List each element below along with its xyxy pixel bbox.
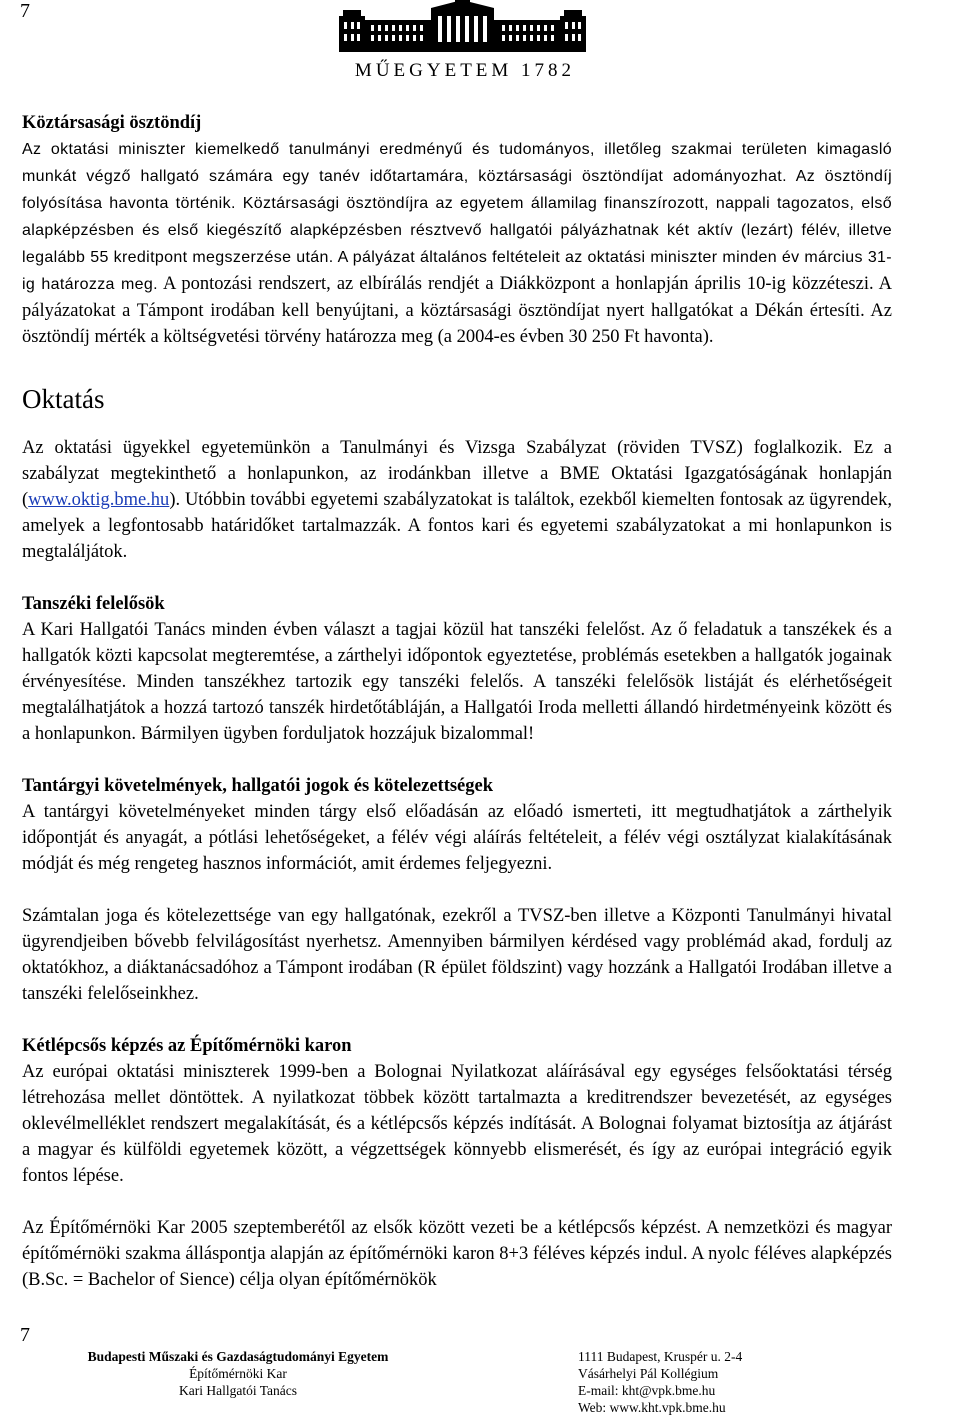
heading-oktatas: Oktatás — [22, 384, 105, 414]
paragraph-koztarsasagi — [22, 136, 892, 350]
paragraph-tanszeki: A Kari Hallgatói Tanács minden évben választ a tagjai közül hat tanszéki felelőst. Az ő feladatuk a tanszékek és a hallgatók közti kapcsolat megteremtése, a zárthelyi időpontok egyeztetése, problémás esetekben a hallgatók jogainak érvényesítése. Minden tanszékhez tartozik egy tanszéki felelős. A tanszéki felelősök listáját és elérhetőségeit megtalálhatjátok a hozzá tartozó tanszék hirdetőtábláján, a Hallgatói Iroda melletti állandó hirdetményeink között és a honlapunkon. Bármilyen ügyben forduljatok hozzájuk bizalommal! — [22, 620, 892, 744]
footer-dormitory: Vásárhelyi Pál Kollégium — [578, 1366, 719, 1381]
footer-institution — [68, 1348, 408, 1399]
paragraph-oktatas-part2: ). Utóbbin további egyetemi szabályzatokat is találtok, ezekből kiemelten fontosak az ügyrendek, amelyek a legfontosabb határidőket tartalmazzák. A fontos kari és egyetemi szabályzatokat a mi honlapunkon is megtaláljátok. — [22, 490, 892, 562]
paragraph-koztarsasagi-part2: A pontozási rendszert, az elbírálás rendjét a Diákközpont a honlapján április 10-ig közzéteszi. A pályázatokat a Támpont irodában kell benyújtani, a köztársasági ösztöndíjat nyert hallgatókat a Dékán értesíti. Az ösztöndíj mérték a költségvetési törvény határozza meg (a 2004-es évben 30 250 Ft havonta). — [22, 274, 892, 347]
footer-university: Budapesti Műszaki és Gazdaságtudományi Egyetem — [87, 1349, 389, 1364]
page-number-footer: 7 — [20, 1324, 30, 1346]
paragraph-tantargyi-2: Számtalan joga és kötelezettsége van egy hallgatónak, ezekről a TVSZ-ben illetve a Központi Tanulmányi hivatal ügyrendjeiben bővebb felvilágosítást nyerhetsz. Amennyiben bármilyen kérdésed vagy problémád akad, fordulj az oktatókhoz, a diáktanácsadóhoz a Támpont irodában (R épület földszint) vagy hozzánk a Hallgatói Irodában illetve a tanszéki felelőseinkhez. — [22, 906, 892, 1004]
university-building-logo — [335, 0, 590, 54]
footer-contact — [578, 1348, 838, 1416]
paragraph-ketlepcsos-2: Az Építőmérnöki Kar 2005 szeptemberétől az elsők között vezeti be a kétlépcsős képzést. A nemzetközi és magyar építőmérnöki szakma álláspontja alapján az építőmérnöki karon 8+3 féléves képzés indul. A nyolc féléves alapképzés (B.Sc. = Bachelor of Sience) célja olyan építőmérnökök — [22, 1218, 892, 1290]
paragraph-koztarsasagi-part1: Az oktatási miniszter kiemelkedő tanulmányi eredményű és tudományos, illetőleg szakmai területen kimagasló munkát végző hallgató számára egy tanév időtartamára, köztársasági ösztöndíjat adományozhat. Az ösztöndíj folyósítása havonta történik. Köztársasági ösztöndíjra az egyetem államilag finanszírozott, nappali tagozatos, első alapképzésben és első kiegészítő alapképzésben résztvevő hallgatói pályázhatnak két aktív (lezárt) félév, illetve legalább 55 kreditpont megszerzése után. A pályázat általános feltételeit az oktatási miniszter minden év március 31-ig határozza meg. — [22, 141, 892, 293]
footer-faculty: Építőmérnöki Kar — [189, 1366, 287, 1381]
heading-tanszeki: Tanszéki felelősök — [22, 594, 165, 614]
page-number-top: 7 — [20, 0, 30, 22]
oktig-link[interactable]: www.oktig.bme.hu — [28, 490, 170, 510]
paragraph-oktatas-part1: Az oktatási ügyekkel egyetemünkön a Tanulmányi és Vizsga Szabályzat (röviden TVSZ) foglalkozik. Ez a szabályzat megtekinthető a honlapunkon, az irodánkban illetve a BME Oktatási Igazgatóságának honlapján ( — [22, 438, 892, 510]
main-content — [22, 110, 892, 1293]
paragraph-tantargyi-1: A tantárgyi követelményeket minden tárgy első előadásán az előadó ismerteti, itt megtudhatjátok a zárthelyik időpontját és anyagát, a pótlási lehetőségeket, a félév végi aláírás feltételeit, a félév végi osztályzat kialakításának módját és még rengeteg hasznos információt, amit érdemes feljegyezni. — [22, 802, 892, 874]
university-logo-text: MŰEGYETEM 1782 — [354, 60, 576, 81]
heading-koztarsasagi: Köztársasági ösztöndíj — [22, 113, 202, 133]
heading-tantargyi: Tantárgyi követelmények, hallgatói jogok és kötelezettségek — [22, 776, 494, 796]
footer-address: 1111 Budapest, Kruspér u. 2-4 — [578, 1349, 743, 1364]
footer-web: Web: www.kht.vpk.bme.hu — [578, 1400, 726, 1415]
paragraph-oktatas — [22, 435, 892, 565]
footer-council: Kari Hallgatói Tanács — [178, 1383, 297, 1398]
footer-email: E-mail: kht@vpk.bme.hu — [578, 1383, 716, 1398]
paragraph-ketlepcsos-1: Az európai oktatási miniszterek 1999-ben a Bolognai Nyilatkozat aláírásával egy egységes felsőoktatási térség létrehozása mellet döntöttek. A nyilatkozat többek között tartalmazta a kreditrendszer bevezetését, az egységes oklevélmelléklet rendszert megalakítását, és a kétlépcsős képzés indítását. A Bolognai folyamat biztosítja az átjárást a magyar és külföldi egyetemek között, a végzettségek könnyebb elismerését, és így az európai integráció egyik fontos lépése. — [22, 1062, 892, 1186]
heading-ketlepcsos: Kétlépcsős képzés az Építőmérnöki karon — [22, 1036, 352, 1056]
